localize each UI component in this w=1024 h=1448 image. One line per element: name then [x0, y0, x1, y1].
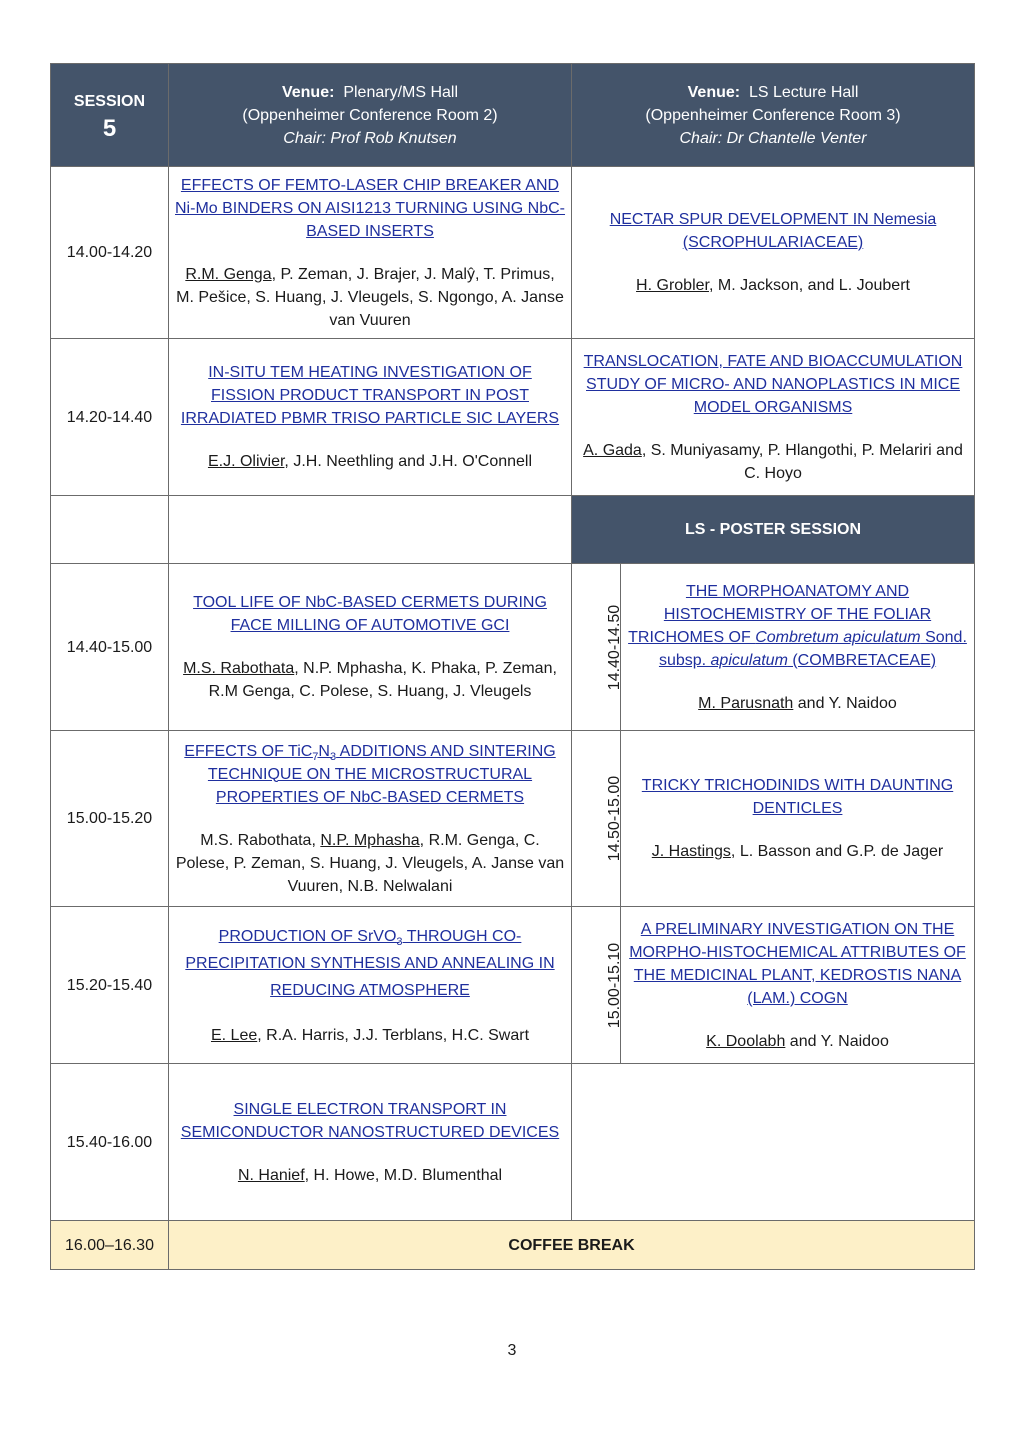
venue1-chair: Chair: Prof Rob Knutsen: [283, 129, 457, 147]
venue1-name: Plenary/MS Hall: [343, 83, 459, 101]
coffee-break-label: COFFEE BREAK: [169, 1221, 975, 1270]
talk-title-link[interactable]: [185, 928, 554, 999]
poster-title-link[interactable]: A PRELIMINARY INVESTIGATION ON THE MORPHO-HISTOCHEMICAL ATTRIBUTES OF THE MEDICINAL PLANT, KEDROSTIS NANA (LAM.) COGN: [629, 920, 966, 1007]
coauthors: , H. Howe, M.D. Blumenthal: [304, 1166, 503, 1184]
poster-session-header: LS - POSTER SESSION: [572, 496, 975, 564]
session-label: SESSION: [73, 93, 146, 110]
time-slot: 15.00-15.20: [51, 731, 169, 907]
talk-title-link[interactable]: IN-SITU TEM HEATING INVESTIGATION OF FISSION PRODUCT TRANSPORT IN POST IRRADIATED PBMR TRISO PARTICLE SIC LAYERS: [180, 364, 560, 427]
talk-authors: [175, 1024, 565, 1047]
venue-ms-hall: [169, 64, 572, 167]
coauthors: , M. Jackson, and L. Joubert: [708, 277, 910, 294]
presenter-name: E.J. Olivier: [207, 453, 285, 470]
subscript: 3: [329, 750, 337, 763]
presenter-name: N. Hanief: [237, 1166, 305, 1184]
presenter-name: H. Grobler: [636, 277, 709, 294]
poster-time-label: 15.00-15.10: [606, 942, 624, 1028]
poster-time-label: 14.50-15.00: [606, 775, 624, 862]
break-time: 16.00–16.30: [51, 1221, 169, 1270]
presenter-name: R.M. Genga: [185, 265, 272, 283]
talk-title-link[interactable]: SINGLE ELECTRON TRANSPORT IN SEMICONDUCTOR NANOSTRUCTURED DEVICES: [180, 1100, 560, 1141]
coauthors: , R.A. Harris, J.J. Terblans, H.C. Swart: [257, 1027, 530, 1044]
title-part: THE MORPHOANATOMY AND HISTOCHEMISTRY OF THE FOLIAR TRICHOMES OF: [628, 582, 932, 646]
talk-title-link[interactable]: TOOL LIFE OF NbC-BASED CERMETS DURING FACE MILLING OF AUTOMOTIVE GCI: [193, 594, 547, 634]
poster-authors: [627, 1030, 968, 1053]
poster-title-link[interactable]: [628, 583, 967, 669]
poster-authors: [627, 840, 968, 863]
ls-talk: [572, 339, 975, 496]
title-part: EFFECTS OF TiC: [184, 742, 313, 760]
talk-authors: [175, 657, 565, 703]
poster-time-slot: [572, 907, 624, 1064]
ls-poster: [621, 564, 975, 731]
venue2-name: LS Lecture Hall: [748, 83, 859, 101]
coauthors: , S. Muniyasamy, P. Hlangothi, P. Melariri and C. Hoyo: [641, 441, 963, 482]
table-row: [51, 339, 975, 496]
subscript: 7: [312, 750, 319, 763]
empty-cell: [51, 496, 169, 564]
coauthors: and Y. Naidoo: [785, 1032, 889, 1050]
talk-title-link[interactable]: NECTAR SPUR DEVELOPMENT IN Nemesia (SCROPHULARIACEAE): [609, 211, 937, 251]
title-part: ADDITIONS AND SINTERING TECHNIQUE ON THE MICROSTRUCTURAL PROPERTIES OF NbC-BASED CERMETS: [207, 742, 556, 806]
talk-authors: [578, 274, 968, 297]
poster-time-slot: [572, 731, 624, 907]
ls-poster: [621, 731, 975, 907]
time-slot: 14.00-14.20: [51, 167, 169, 339]
talk-authors: [175, 450, 565, 473]
empty-cell: [572, 1064, 975, 1221]
presenter-name: E. Lee: [210, 1027, 258, 1044]
poster-time-label: 14.40-14.50: [606, 604, 624, 690]
poster-title-link[interactable]: TRICKY TRICHODINIDS WITH DAUNTING DENTICLES: [641, 777, 954, 817]
coauthors: , L. Basson and G.P. de Jager: [730, 843, 944, 860]
title-part: Sond. subsp.: [658, 628, 967, 669]
subscript: 3: [396, 936, 403, 949]
session-number: 5: [102, 115, 117, 142]
ms-talk: [169, 1064, 572, 1221]
talk-title-link[interactable]: TRANSLOCATION, FATE AND BIOACCUMULATION STUDY OF MICRO- AND NANOPLASTICS IN MICE MODEL ORGANISMS: [583, 352, 963, 416]
table-row: [51, 167, 975, 339]
talk-authors: [578, 439, 968, 485]
ms-talk: [169, 731, 572, 907]
empty-cell: [169, 496, 572, 564]
talk-authors: [175, 829, 565, 898]
session-cell: [51, 64, 169, 167]
poster-authors: [627, 692, 968, 715]
venue2-room: (Oppenheimer Conference Room 3): [645, 106, 901, 124]
talk-authors: [175, 263, 565, 332]
table-row: [51, 731, 975, 907]
title-part: PRODUCTION OF SrVO: [218, 928, 397, 945]
presenter-name: M.S. Rabothata: [183, 660, 295, 677]
talk-title-link[interactable]: EFFECTS OF FEMTO-LASER CHIP BREAKER AND Ni-Mo BINDERS ON AISI1213 TURNING USING NbC-BASED INSERTS: [175, 176, 566, 240]
poster-time-slot: [572, 564, 624, 731]
time-slot: 15.20-15.40: [51, 907, 169, 1064]
ms-talk: [169, 907, 572, 1064]
venue-ls-hall: [572, 64, 975, 167]
coffee-break-row: [51, 1221, 975, 1270]
session-5-program-table: [50, 63, 975, 1270]
table-row: [51, 907, 975, 1064]
ls-talk: [572, 167, 975, 339]
presenter-name: K. Doolabh: [706, 1032, 786, 1050]
title-part: N: [318, 742, 330, 760]
presenter-name: M. Parusnath: [698, 694, 794, 712]
coauthors: , N.P. Mphasha, K. Phaka, P. Zeman, R.M Genga, C. Polese, S. Huang, J. Vleugels: [208, 660, 557, 700]
poster-session-header-row: [51, 496, 975, 564]
table-row: [51, 1064, 975, 1221]
ms-talk: [169, 339, 572, 496]
session-header-row: [51, 64, 975, 167]
coauthors: and Y. Naidoo: [793, 694, 897, 712]
venue1-room: (Oppenheimer Conference Room 2): [242, 106, 498, 124]
subspecies-name: apiculatum: [710, 651, 788, 669]
venue1-label: Venue:: [281, 83, 335, 101]
ms-talk: [169, 167, 572, 339]
time-slot: 14.20-14.40: [51, 339, 169, 496]
talk-title-link[interactable]: [184, 743, 555, 806]
ls-poster: [621, 907, 975, 1064]
coauthors: , P. Zeman, J. Brajer, J. Malŷ, T. Primus, M. Pešice, S. Huang, J. Vleugels, S. Ngongo, A. Janse van Vuuren: [176, 265, 564, 329]
title-part: THROUGH CO-PRECIPITATION SYNTHESIS AND ANNEALING IN REDUCING ATMOSPHERE: [185, 928, 555, 999]
time-slot: 14.40-15.00: [51, 564, 169, 731]
species-name: Combretum apiculatum: [755, 628, 921, 646]
presenter-name: N.P. Mphasha: [320, 831, 420, 849]
coauthors: , J.H. Neethling and J.H. O'Connell: [284, 453, 533, 470]
venue2-label: Venue:: [687, 83, 741, 101]
coauthors: , R.M. Genga, C. Polese, P. Zeman, S. Huang, J. Vleugels, A. Janse van Vuuren, N.B. Nelwalani: [175, 831, 565, 895]
table-row: [51, 564, 975, 731]
time-slot: 15.40-16.00: [51, 1064, 169, 1221]
venue2-chair: Chair: Dr Chantelle Venter: [679, 129, 867, 147]
ms-talk: [169, 564, 572, 731]
talk-authors: [175, 1164, 565, 1187]
coauthors: M.S. Rabothata,: [200, 831, 321, 849]
presenter-name: A. Gada: [583, 441, 642, 459]
page-number: 3: [507, 1342, 517, 1359]
presenter-name: J. Hastings: [651, 843, 731, 860]
title-part: (COMBRETACEAE): [787, 651, 937, 669]
